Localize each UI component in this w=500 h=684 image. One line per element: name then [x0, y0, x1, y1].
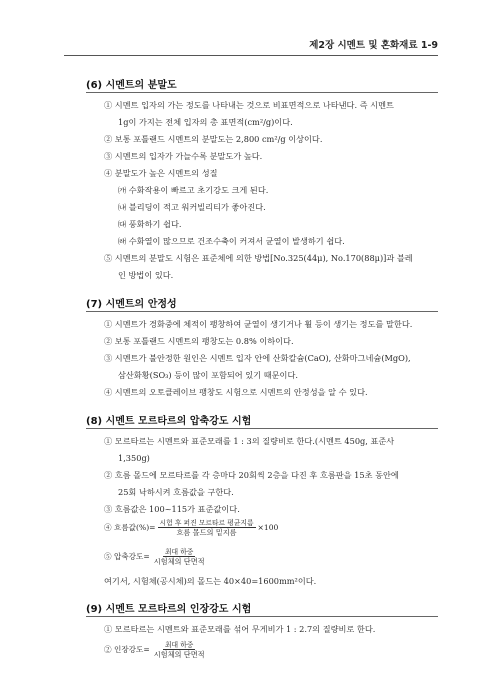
tensile-formula-numerator: 최대 하중 — [164, 641, 194, 649]
s8-line-5: ③ 흐름값은 100~115가 표준값이다. — [104, 504, 240, 514]
compressive-formula-prefix: ⑤ 압축강도= — [104, 552, 150, 561]
tensile-formula-denominator: 시험체의 단면적 — [153, 650, 205, 659]
s7-line-2: ② 보통 포틀랜드 시멘트의 팽창도는 0.8% 이하이다. — [104, 336, 294, 346]
s6-line-3: ② 보통 포틀랜드 시멘트의 분말도는 2,800 cm²/g 이상이다. — [104, 134, 323, 144]
s6-line-11: 인 방법이 있다. — [118, 270, 174, 280]
section-6-title: (6) 시멘트의 분말도 — [86, 80, 177, 91]
flow-formula-denominator: 흐름 몰드의 밑지름 — [176, 528, 237, 537]
section-8-title: (8) 시멘트 모르타르의 압축강도 시험 — [86, 416, 252, 427]
flow-formula-numerator: 시험 후 퍼진 모르타르 평균지름 — [159, 519, 254, 527]
s8-line-4: 25회 낙하시켜 흐름값을 구한다. — [118, 487, 234, 497]
s6-line-7: ㈏ 블리딩이 적고 워커빌리티가 좋아진다. — [118, 202, 266, 212]
s7-line-5: ④ 시멘트의 오토클레이브 팽창도 시험으로 시멘트의 안정성을 알 수 있다. — [104, 387, 368, 397]
s6-line-2: 1g이 가지는 전체 입자의 총 표면적(cm²/g)이다. — [118, 117, 293, 127]
s6-line-6: ㈎ 수화작용이 빠르고 초기강도 크게 된다. — [118, 185, 269, 195]
s7-line-4: 삼산화황(SO₃) 등이 많이 포함되어 있기 때문이다. — [118, 370, 298, 380]
flow-formula-prefix: ④ 흐름값(%)= — [104, 523, 156, 532]
s6-line-9: ㈑ 수화열이 많으므로 건조수축이 커져서 균열이 발생하기 쉽다. — [118, 236, 345, 246]
section-7-title: (7) 시멘트의 안정성 — [86, 299, 177, 310]
s8-line-3: ② 흐름 몰드에 모르타르를 각 층마다 20회씩 2층을 다진 후 흐름판을 15초 동안에 — [104, 470, 399, 480]
tensile-strength-formula — [104, 639, 209, 660]
section-7-rule — [86, 311, 438, 312]
s8-line-1: ① 모르타르는 시멘트와 표준모래를 1 : 3의 질량비로 한다.(시멘트 450g, 표준사 — [104, 436, 395, 446]
section-6-rule — [86, 92, 438, 93]
compressive-formula-denominator: 시험체의 단면적 — [153, 557, 205, 566]
s6-line-4: ③ 시멘트의 입자가 가늘수록 분말도가 높다. — [104, 151, 263, 161]
compressive-formula-numerator: 최대 하중 — [164, 548, 194, 556]
flow-formula-suffix: ×100 — [257, 523, 279, 532]
header-rule — [64, 55, 438, 56]
section-9-rule — [86, 616, 438, 617]
s9-line-1: ① 모르타르는 시멘트와 표준모래를 섞어 무게비가 1 : 2.7의 질량비로 한다. — [104, 624, 376, 634]
page-header: 제2장 시멘트 및 혼화재료 1-9 — [309, 40, 438, 51]
compressive-strength-formula — [104, 546, 209, 567]
s7-line-3: ③ 시멘트가 불안정한 원인은 시멘트 입자 안에 산화칼슘(CaO), 산화마그네슘(MgO), — [104, 353, 411, 363]
s6-line-8: ㈐ 풍화하기 쉽다. — [118, 219, 182, 229]
s8-line-6: 여기서, 시험체(공시체)의 몰드는 40×40=1600mm²이다. — [104, 576, 317, 586]
tensile-formula-prefix: ② 인장강도= — [104, 645, 150, 654]
section-8-rule — [86, 428, 438, 429]
s6-line-5: ④ 분말도가 높은 시멘트의 성질 — [104, 168, 218, 178]
s7-line-1: ① 시멘트가 경화중에 체적이 팽창하여 균열이 생기거나 휠 등이 생기는 정도를 말한다. — [104, 319, 413, 329]
section-9-title: (9) 시멘트 모르타르의 인장강도 시험 — [86, 604, 252, 615]
s6-line-1: ① 시멘트 입자의 가는 정도를 나타내는 것으로 비표면적으로 나타낸다. 즉 시멘트 — [104, 100, 394, 110]
flow-value-formula — [104, 517, 278, 538]
s6-line-10: ⑤ 시멘트의 분말도 시험은 표준체에 의한 방법[No.325(44μ), No.170(88μ)]과 블레 — [104, 253, 413, 263]
s8-line-2: 1,350g) — [118, 453, 150, 463]
